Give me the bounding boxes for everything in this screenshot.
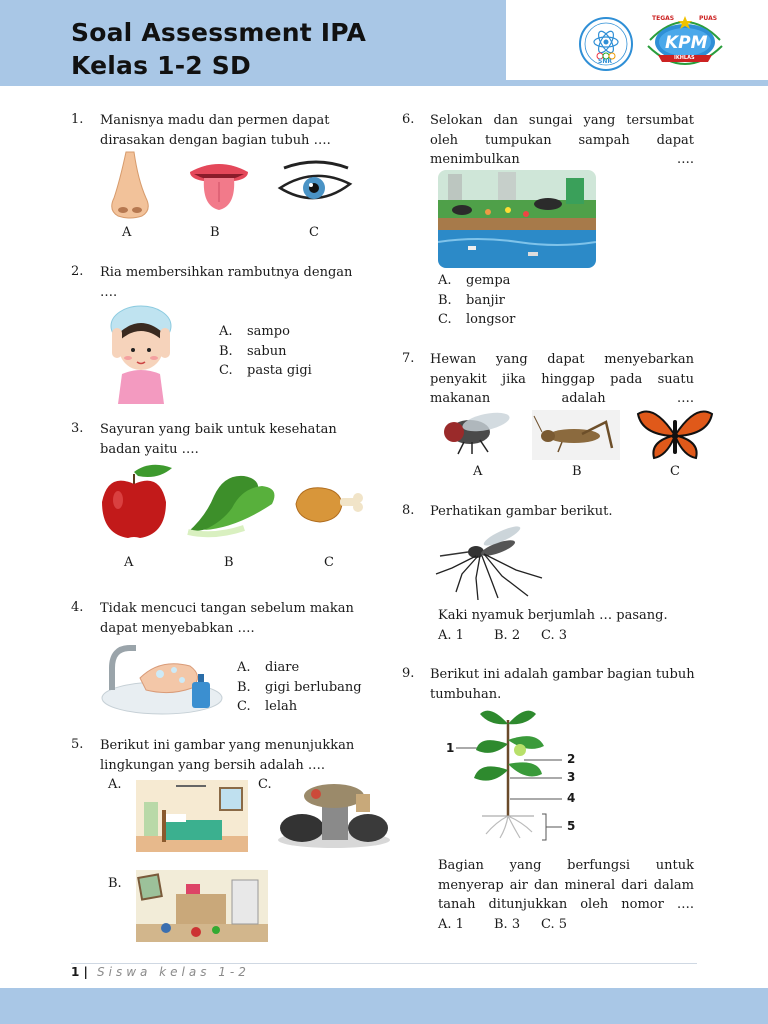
q2-option-b-text: sabun (247, 344, 287, 359)
q2-option-a-key: A. (219, 324, 233, 339)
butterfly-illustration (636, 406, 714, 462)
fried-chicken-illustration (290, 480, 366, 530)
eye-illustration (276, 160, 354, 212)
q4-option-b-key: B. (237, 680, 251, 695)
q2-option-c-text: pasta gigi (247, 363, 312, 378)
q6-option-a-text: gempa (466, 273, 511, 288)
q6-option-a-key: A. (438, 273, 452, 288)
q1-label-a: A (122, 225, 132, 240)
handwashing-sink-illustration (100, 638, 226, 718)
q6-option-c-text: longsor (466, 312, 516, 327)
q6-option-a[interactable] (438, 271, 510, 291)
q6-option-b-text: banjir (466, 293, 505, 308)
q8-option-b[interactable]: B. 2 (494, 628, 521, 643)
q4-option-a[interactable] (237, 658, 299, 678)
diagram-label-3: 3 (567, 770, 576, 784)
q9-option-b[interactable]: B. 3 (494, 917, 521, 932)
logo2-main: KPM (665, 33, 708, 53)
q7-label-c: C (670, 464, 680, 479)
garbage-pile-illustration (276, 780, 392, 850)
logo2-puas: PUAS (699, 15, 718, 22)
q9-text: Berikut ini adalah gambar bagian tubuh tumbuhan. (430, 667, 695, 702)
clogged-river-illustration (438, 170, 596, 268)
apple-illustration (98, 462, 176, 542)
school-logo-atom (578, 12, 634, 76)
q9-subtext: Bagian yang berfungsi untuk menyerap air dan mineral dari dalam tanah ditunjukkan oleh nomor …. (438, 858, 694, 912)
logo2-tegas: TEGAS (652, 15, 675, 22)
q2-number: 2. (71, 264, 84, 279)
q4-option-b[interactable] (237, 678, 362, 698)
girl-washing-hair-illustration (102, 302, 180, 406)
page-title: Soal Assessment IPA (71, 18, 367, 47)
q4-number: 4. (71, 600, 84, 615)
page-number (71, 965, 88, 979)
q3-number: 3. (71, 421, 84, 436)
q5-label-b: B. (108, 876, 122, 891)
q2-option-b-key: B. (219, 344, 233, 359)
q5-text: Berikut ini gambar yang menunjukkan lingkungan yang bersih adalah …. (100, 738, 355, 773)
page-subtitle: Kelas 1-2 SD (71, 51, 251, 80)
q6-option-c-key: C. (438, 312, 452, 327)
q7-text: Hewan yang dapat menyebarkan penyakit jika hinggap pada suatu makanan adalah …. (430, 352, 694, 406)
q2-text: Ria membersihkan rambutnya dengan …. (100, 265, 353, 300)
q3-label-a: A (124, 555, 134, 570)
q3-label-c: C (324, 555, 334, 570)
q4-option-b-text: gigi berlubang (265, 680, 362, 695)
nose-illustration (106, 150, 154, 220)
q1-text: Manisnya madu dan permen dapat dirasakan dengan bagian tubuh …. (100, 113, 331, 148)
q4-option-c-key: C. (237, 699, 251, 714)
q4-text: Tidak mencuci tangan sebelum makan dapat menyebabkan …. (100, 601, 354, 636)
diagram-label-2: 2 (567, 752, 576, 766)
q4-option-c-text: lelah (265, 699, 298, 714)
q2-option-a-text: sampo (247, 324, 290, 339)
diagram-label-4: 4 (567, 791, 576, 805)
clean-bedroom-illustration (136, 780, 248, 852)
logo2-ikhlas: IKHLAS (674, 55, 695, 61)
q5-label-c: C. (258, 777, 272, 792)
bok-choy-illustration (184, 470, 280, 540)
q9-option-a[interactable]: A. 1 (438, 917, 464, 932)
grasshopper-illustration (532, 410, 620, 460)
tongue-illustration (188, 158, 250, 212)
page-number-value: 1 (71, 965, 80, 979)
q8-number: 8. (402, 503, 415, 518)
q2-option-c-key: C. (219, 363, 233, 378)
q3-label-b: B (224, 555, 234, 570)
q2-option-b[interactable] (219, 342, 287, 362)
messy-room-illustration (136, 870, 268, 942)
q8-option-c[interactable]: C. 3 (541, 628, 568, 643)
logo1-sub: SNR (598, 58, 612, 65)
q4-option-a-key: A. (237, 660, 251, 675)
q8-option-a[interactable]: A. 1 (438, 628, 464, 643)
q9-option-c[interactable]: C. 5 (541, 917, 568, 932)
q5-label-a: A. (108, 777, 122, 792)
mosquito-illustration (432, 522, 548, 602)
q1-number: 1. (71, 112, 84, 127)
q7-label-a: A (473, 464, 483, 479)
q6-option-b[interactable] (438, 291, 505, 311)
q6-option-c[interactable] (438, 310, 515, 330)
footer-band (0, 988, 768, 1024)
q1-label-b: B (210, 225, 220, 240)
diagram-label-1: 1 (446, 741, 455, 755)
footer-text: Siswa kelas 1-2 (97, 965, 250, 979)
q4-option-c[interactable] (237, 697, 297, 717)
housefly-illustration (440, 408, 516, 458)
footer-separator: | (83, 965, 88, 979)
q8-subtext: Kaki nyamuk berjumlah … pasang. (438, 608, 668, 623)
diagram-label-5: 5 (567, 819, 576, 833)
header-logo-area (506, 0, 768, 80)
q7-label-b: B (572, 464, 582, 479)
q6-option-b-key: B. (438, 293, 452, 308)
footer-divider (71, 963, 697, 964)
q1-label-c: C (309, 225, 319, 240)
q2-option-c[interactable] (219, 361, 312, 381)
q7-number: 7. (402, 351, 415, 366)
q3-text: Sayuran yang baik untuk kesehatan badan yaitu …. (100, 422, 337, 457)
q4-option-a-text: diare (265, 660, 300, 675)
q2-option-a[interactable] (219, 322, 290, 342)
q6-number: 6. (402, 112, 415, 127)
q9-number: 9. (402, 666, 415, 681)
q5-number: 5. (71, 737, 84, 752)
q6-text: Selokan dan sungai yang tersumbat oleh tumpukan sampah dapat menimbulkan …. (430, 113, 694, 167)
q8-text: Perhatikan gambar berikut. (430, 504, 613, 519)
